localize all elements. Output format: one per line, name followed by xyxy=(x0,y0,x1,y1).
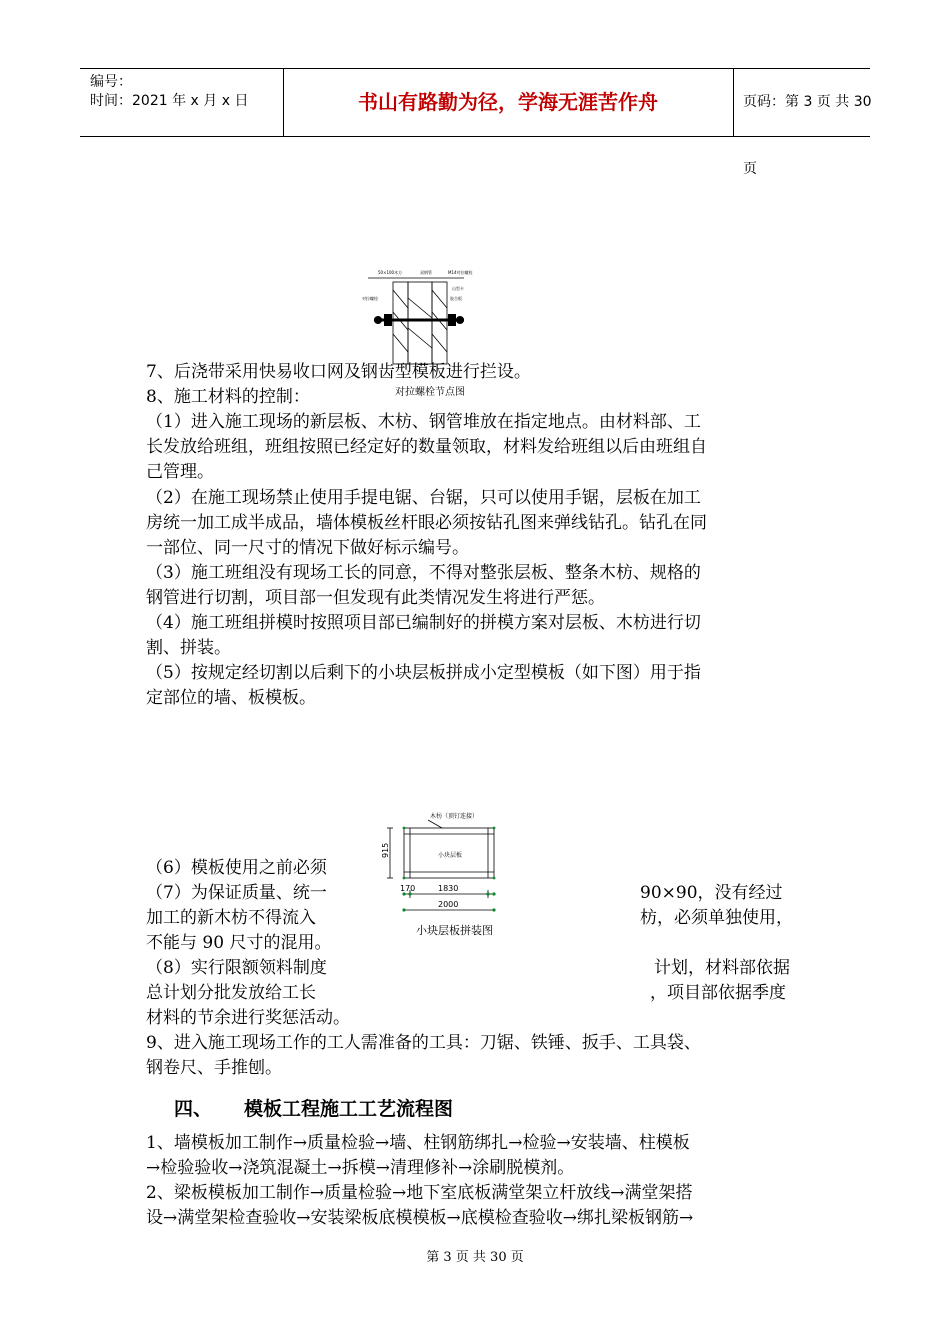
fig1-label-3: M14对拉螺栓 xyxy=(448,270,473,275)
fig1-label-5: 胶合板 xyxy=(450,296,462,301)
fig2-center-label: 小块层板 xyxy=(438,852,463,859)
fig2-dim-total: 2000 xyxy=(438,900,459,909)
para-8-8a-left: （8）实行限额领料制度 xyxy=(146,958,327,978)
page-header xyxy=(80,68,872,177)
para-8-3a: （3）施工班组没有现场工长的同意，不得对整张层板、整条木枋、规格的 xyxy=(146,563,701,583)
header-page-label: 页码：第 3 页 共 30 页 xyxy=(743,94,872,177)
para-8-2c: 一部位、同一尺寸的情况下做好标示编号。 xyxy=(146,538,469,558)
para-8-7c: 不能与 90 尺寸的混用。 xyxy=(146,933,332,953)
para-9b: 钢卷尺、手推刨。 xyxy=(146,1058,282,1078)
para-8-8b-right: ，项目部依据季度 xyxy=(650,983,786,1003)
para-8-1c: 己管理。 xyxy=(146,462,214,482)
section-heading-number: 四、 xyxy=(174,1098,213,1120)
small-board-assembly-figure xyxy=(378,808,498,958)
header-motto: 书山有路勤为径，学海无涯苦作舟 xyxy=(283,69,734,136)
para-8-8a-right: 计划，材料部依据 xyxy=(654,958,790,978)
para-8-2b: 房统一加工成半成品，墙体模板丝杆眼必须按钻孔图来弹线钻孔。钻孔在同 xyxy=(146,513,707,533)
flow-1b: →检验验收→浇筑混凝土→拆模→清理修补→涂刷脱模剂。 xyxy=(146,1158,575,1178)
doc-number-label: 编号： xyxy=(90,74,132,90)
para-8-7a-right: 90×90，没有经过 xyxy=(640,883,783,903)
flow-1a: 1、墙模板加工制作→质量检验→墙、柱钢筋绑扎→检验→安装墙、柱模板 xyxy=(146,1133,690,1153)
doc-date-label: 时间：2021 年 x 月 x 日 xyxy=(90,93,249,109)
para-8-2a: （2）在施工现场禁止使用手提电锯、台锯，只可以使用手锯，层板在加工 xyxy=(146,488,701,508)
fig1-caption: 对拉螺栓节点图 xyxy=(395,387,465,398)
page-footer: 第 3 页 共 30 页 xyxy=(426,1250,524,1265)
para-8-7a-left: （7）为保证质量、统一 xyxy=(146,883,327,903)
para-8-5a: （5）按规定经切割以后剩下的小块层板拼成小定型模板（如下图）用于指 xyxy=(146,663,701,683)
para-8-1a: （1）进入施工现场的新层板、木枋、钢管堆放在指定地点。由材料部、工 xyxy=(146,412,701,432)
para-8-1b: 长发放给班组，班组按照已经定好的数量领取，材料发给班组以后由班组自 xyxy=(146,437,707,457)
para-8-3b: 钢管进行切割，项目部一但发现有此类情况发生将进行严惩。 xyxy=(146,588,605,608)
fig2-dim-mid: 1830 xyxy=(438,884,459,893)
para-8-6: （6）模板使用之前必须 xyxy=(146,858,327,878)
flow-2a: 2、梁板模板加工制作→质量检验→地下室底板满堂架立杆放线→满堂架搭 xyxy=(146,1183,693,1203)
fig1-label-4: 对拉螺栓 xyxy=(362,296,378,301)
para-8-7b-right: 枋，必须单独使用， xyxy=(640,908,793,928)
para-9a: 9、进入施工现场工作的工人需准备的工具：刀锯、铁锤、扳手、工具袋、 xyxy=(146,1033,701,1053)
fig1-label-6: 山型卡 xyxy=(452,286,464,291)
para-8-4a: （4）施工班组拼模时按照项目部已编制好的拼模方案对层板、木枋进行切 xyxy=(146,613,701,633)
section-heading-title: 模板工程施工工艺流程图 xyxy=(244,1098,454,1120)
fig1-label-2: 双钢管 xyxy=(420,270,432,275)
flow-2b: 设→满堂架检查验收→安装梁板底模模板→底模检查验收→绑扎梁板钢筋→ xyxy=(146,1208,694,1228)
para-8-8b-left: 总计划分批发放给工长 xyxy=(146,983,316,1003)
para-7: 7、后浇带采用快易收口网及钢齿型模板进行拦设。 xyxy=(146,362,531,382)
fig2-caption: 小块层板拼装图 xyxy=(416,924,493,937)
fig1-label-1: 50×100木方 xyxy=(378,270,403,275)
header-meta xyxy=(80,69,284,136)
para-8-8c: 材料的节余进行奖惩活动。 xyxy=(146,1008,350,1028)
fig2-dim-height: 915 xyxy=(381,842,390,858)
para-8: 8、施工材料的控制： xyxy=(146,387,310,407)
para-8-7b-left: 加工的新木枋不得流入 xyxy=(146,908,316,928)
para-8-5b: 定部位的墙、板模板。 xyxy=(146,688,316,708)
fig2-dim-left: 170 xyxy=(400,884,416,893)
para-8-4b: 割、拼装。 xyxy=(146,638,231,658)
fig2-top-label: 木枋（顶钉连接） xyxy=(430,813,479,820)
